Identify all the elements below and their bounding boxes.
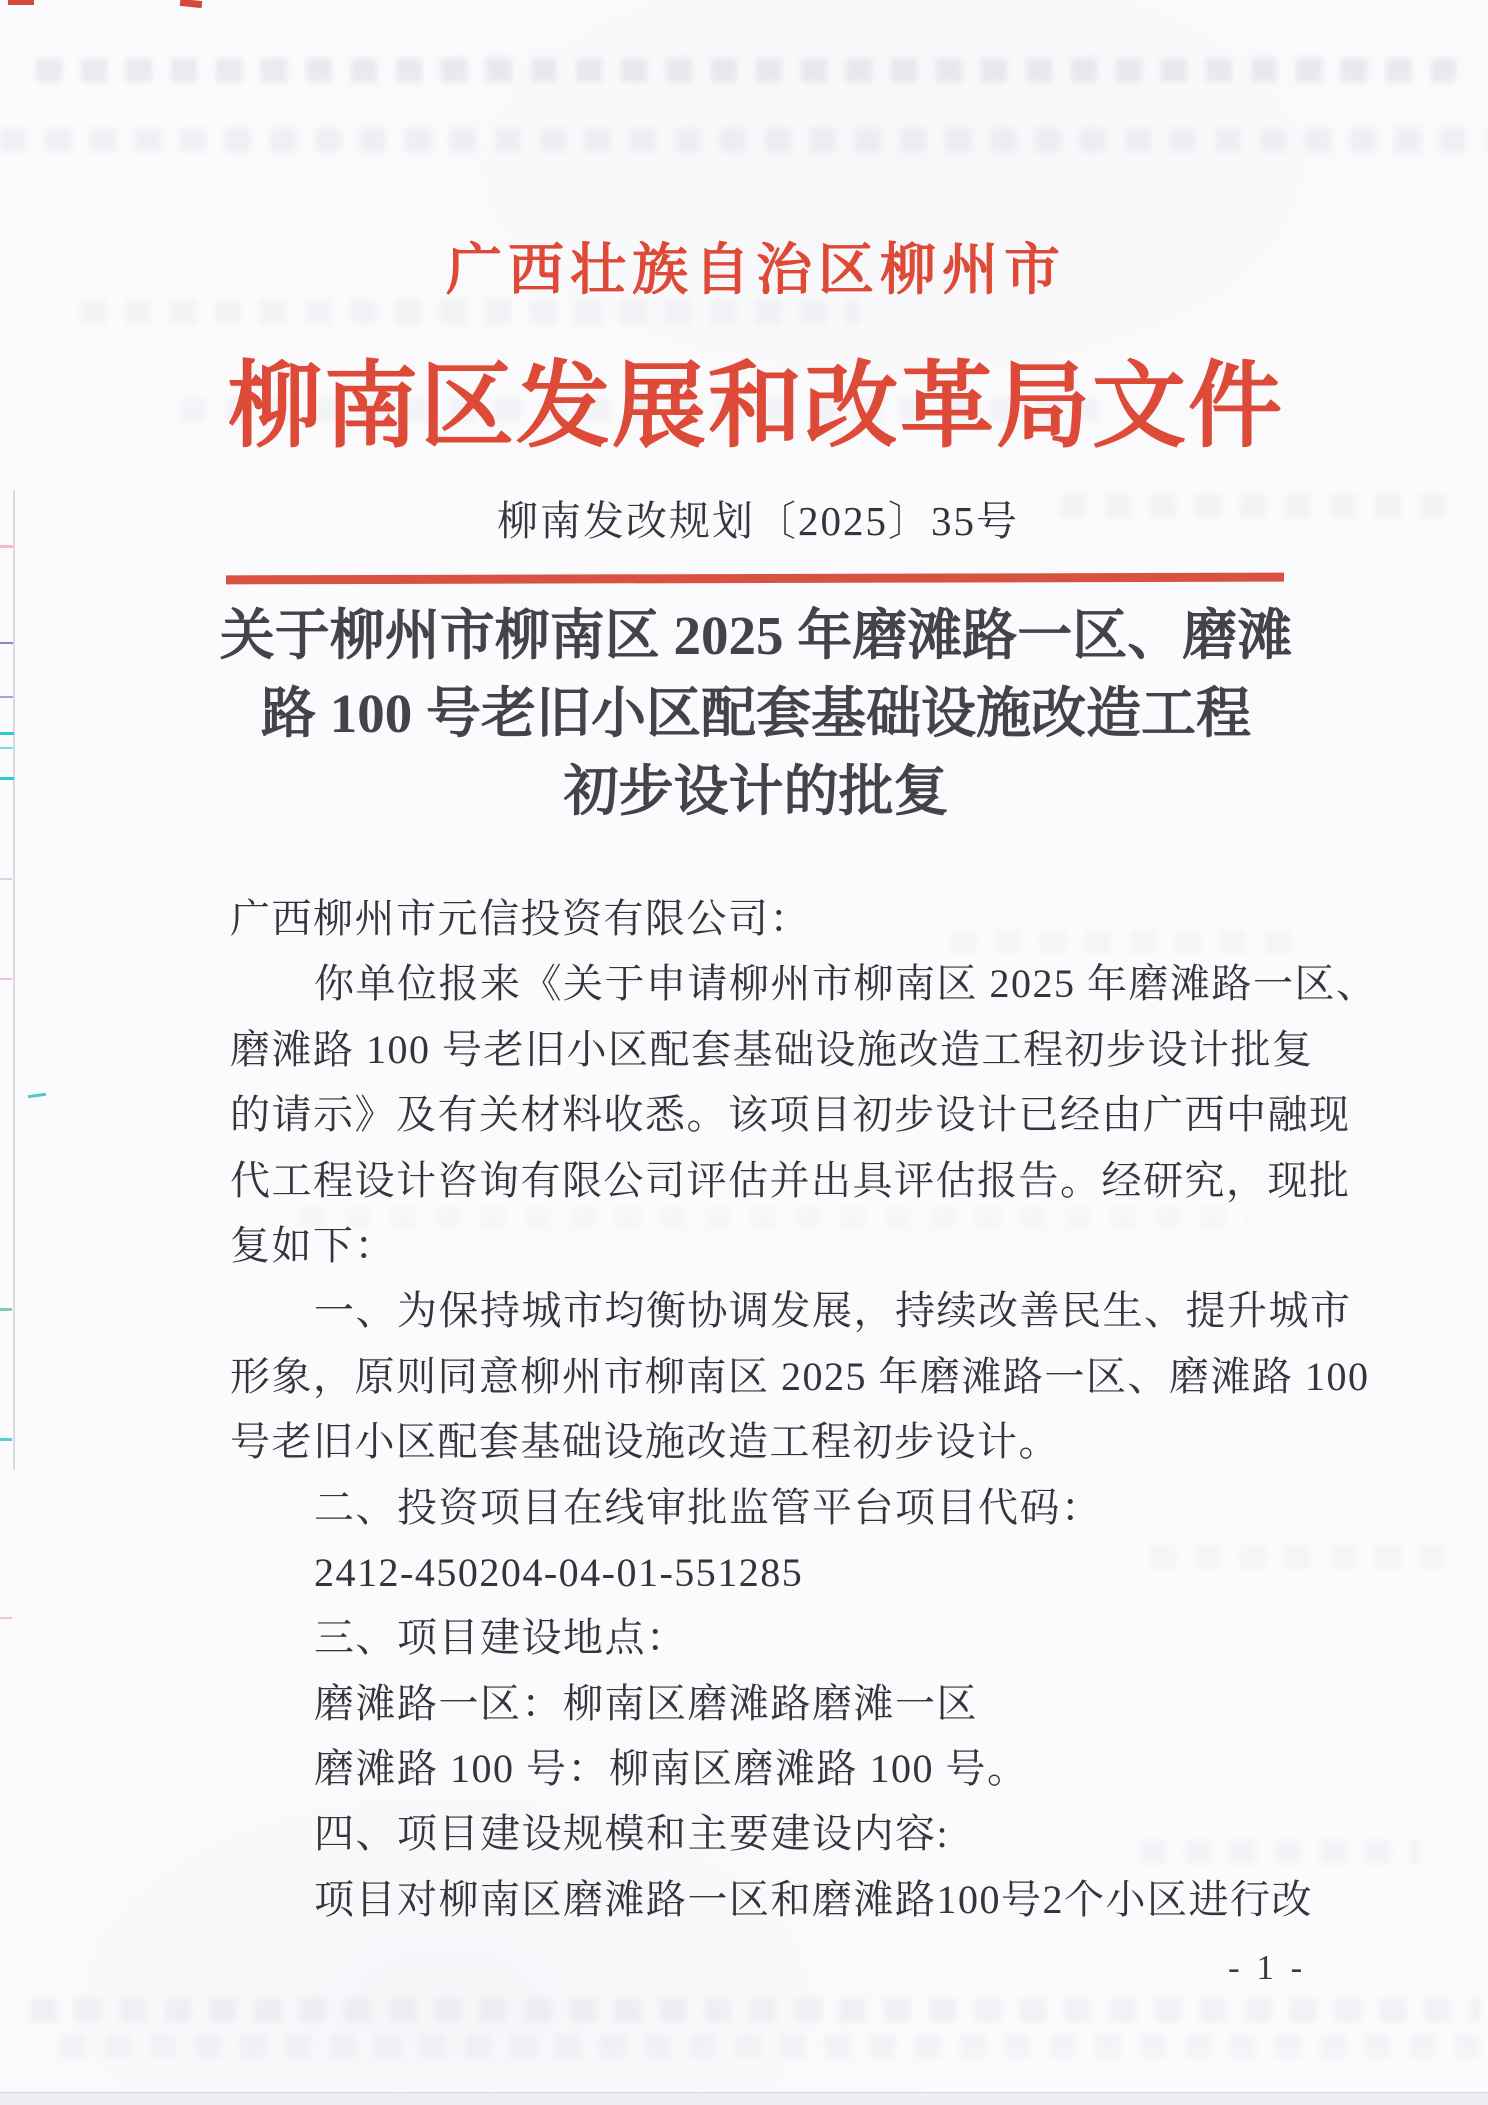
body-text-line: 项目对柳南区磨滩路一区和磨滩路100号2个小区进行改 bbox=[314, 1876, 1313, 1922]
scan-artifact bbox=[0, 777, 14, 780]
scan-artifact bbox=[0, 545, 13, 548]
scan-artifact bbox=[30, 1998, 1480, 2022]
letterhead-agency-line: 柳南区发展和改革局文件 bbox=[227, 355, 1284, 459]
scan-artifact bbox=[8, 0, 34, 5]
scan-artifact bbox=[0, 978, 12, 980]
letterhead-region-line: 广西壮族自治区柳州市 bbox=[446, 240, 1066, 302]
document-number: 柳南发改规划〔2025〕35号 bbox=[497, 498, 1019, 544]
scan-artifact bbox=[0, 1438, 12, 1441]
scan-artifact bbox=[36, 58, 1456, 82]
body-text-line: 四、项目建设规模和主要建设内容: bbox=[314, 1811, 950, 1857]
body-text-line: 你单位报来《关于申请柳州市柳南区 2025 年磨滩路一区、 bbox=[314, 961, 1378, 1007]
scan-artifact bbox=[28, 1093, 46, 1098]
body-text-line: 磨滩路一区：柳南区磨滩路磨滩一区 bbox=[314, 1680, 978, 1726]
scan-artifact bbox=[0, 747, 13, 749]
document-title-line: 路 100 号老旧小区配套基础设施改造工程 bbox=[260, 683, 1251, 744]
scan-artifact bbox=[0, 1308, 12, 1311]
body-text-line: 二、投资项目在线审批监管平台项目代码： bbox=[314, 1484, 1103, 1530]
scan-artifact bbox=[0, 642, 13, 644]
body-text-line: 磨滩路 100 号老旧小区配套基础设施改造工程初步设计批复 bbox=[230, 1026, 1314, 1072]
body-text-line: 号老旧小区配套基础设施改造工程初步设计。 bbox=[230, 1419, 1060, 1465]
document-title bbox=[80, 597, 1432, 831]
body-text-line: 复如下： bbox=[230, 1222, 396, 1268]
document-title-line: 初步设计的批复 bbox=[563, 761, 949, 822]
body-text-line: 形象，原则同意柳州市柳南区 2025 年磨滩路一区、磨滩路 100 bbox=[230, 1353, 1370, 1399]
scan-artifact bbox=[0, 2092, 1488, 2105]
scan-artifact bbox=[180, 0, 203, 8]
scan-artifact bbox=[0, 732, 14, 735]
document-body bbox=[230, 886, 1378, 1932]
scan-artifact bbox=[13, 490, 15, 1470]
body-text-line: 广西柳州市元信投资有限公司： bbox=[230, 896, 811, 941]
body-text-line: 代工程设计咨询有限公司评估并出具评估报告。经研究，现批 bbox=[230, 1157, 1351, 1203]
page-number: - 1 - bbox=[1228, 1948, 1307, 1987]
scan-artifact bbox=[60, 2034, 1480, 2058]
document-title-line: 关于柳州市柳南区 2025 年磨滩路一区、磨滩 bbox=[219, 605, 1293, 666]
letterhead-divider-rule bbox=[226, 573, 1284, 585]
scan-artifact bbox=[0, 878, 12, 880]
scan-artifact bbox=[0, 1617, 12, 1619]
body-text-line: 三、项目建设地点： bbox=[314, 1615, 688, 1661]
body-text-line: 磨滩路 100 号：柳南区磨滩路 100 号。 bbox=[314, 1746, 1029, 1792]
body-text-line: 一、为保持城市均衡协调发展，持续改善民生、提升城市 bbox=[314, 1288, 1352, 1334]
scan-artifact bbox=[0, 696, 13, 698]
body-text-line: 的请示》及有关材料收悉。该项目初步设计已经由广西中融现 bbox=[230, 1092, 1351, 1138]
scan-artifact bbox=[0, 128, 1488, 152]
body-text-line: 2412-450204-04-01-551285 bbox=[314, 1549, 804, 1595]
